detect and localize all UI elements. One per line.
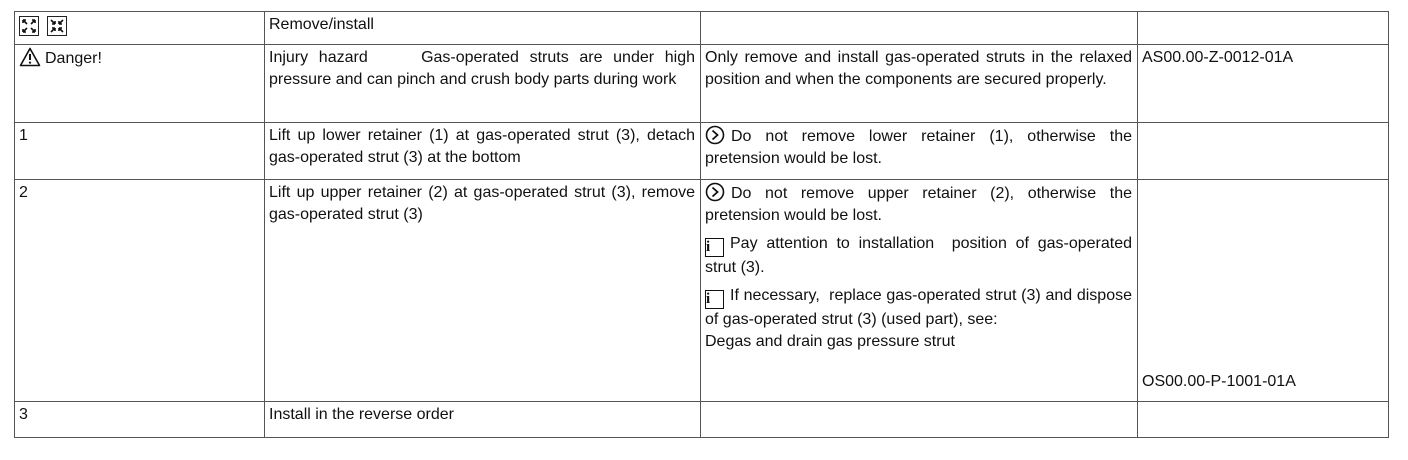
note-item — [705, 285, 1132, 353]
tools-icon — [19, 16, 39, 36]
header-row — [15, 12, 1389, 45]
step-row — [15, 402, 1389, 438]
warning-icon — [19, 47, 41, 67]
danger-ref: AS00.00-Z-0012-01A — [1138, 45, 1389, 123]
step-row — [15, 180, 1389, 402]
note-item — [705, 233, 1132, 279]
header-icons-cell — [15, 12, 265, 45]
info-icon: i — [705, 290, 724, 309]
note-text: If necessary, replace gas-operated strut (3) and dispose of gas-operated strut (3) (used part), see: — [705, 287, 1132, 328]
note-item — [705, 125, 1132, 170]
step-number: 3 — [15, 402, 265, 438]
step-text: Lift up upper retainer (2) at gas-operated strut (3), remove gas-operated strut (3) — [265, 180, 701, 402]
header-empty-cell — [701, 12, 1138, 45]
step-notes — [701, 402, 1138, 438]
note-text: Do not remove upper retainer (2), otherwise the pretension would be lost. — [705, 185, 1132, 224]
danger-label: Danger! — [45, 50, 102, 67]
step-row — [15, 123, 1389, 180]
step-number: 2 — [15, 180, 265, 402]
info-icon: i — [705, 238, 724, 257]
danger-hazard: Injury hazard Gas-operated struts are under high pressure and can pinch and crush body parts during work — [265, 45, 701, 123]
step-ref-cell — [1138, 180, 1389, 402]
step-text: Lift up lower retainer (1) at gas-operated strut (3), detach gas-operated strut (3) at the bottom — [265, 123, 701, 180]
step-notes — [701, 123, 1138, 180]
step-ref — [1138, 123, 1389, 180]
header-empty-cell — [1138, 12, 1389, 45]
tools-icon — [47, 16, 67, 36]
see-link-text: Degas and drain gas pressure strut — [705, 333, 955, 350]
arrow-circle-icon — [705, 125, 725, 145]
note-text: Do not remove lower retainer (1), otherwise the pretension would be lost. — [705, 128, 1132, 167]
danger-label-cell — [15, 45, 265, 123]
step-number: 1 — [15, 123, 265, 180]
danger-instruction: Only remove and install gas-operated struts in the relaxed position and when the components are secured properly. — [701, 45, 1138, 123]
step-text: Install in the reverse order — [265, 402, 701, 438]
note-item — [705, 182, 1132, 227]
danger-row — [15, 45, 1389, 123]
step-ref — [1138, 402, 1389, 438]
step-ref: OS00.00-P-1001-01A — [1142, 373, 1296, 390]
note-text: Pay attention to installation position of gas-operated strut (3). — [705, 235, 1132, 276]
procedure-table — [14, 11, 1389, 438]
step-notes — [701, 180, 1138, 402]
task-title: Remove/install — [265, 12, 701, 45]
arrow-circle-icon — [705, 182, 725, 202]
